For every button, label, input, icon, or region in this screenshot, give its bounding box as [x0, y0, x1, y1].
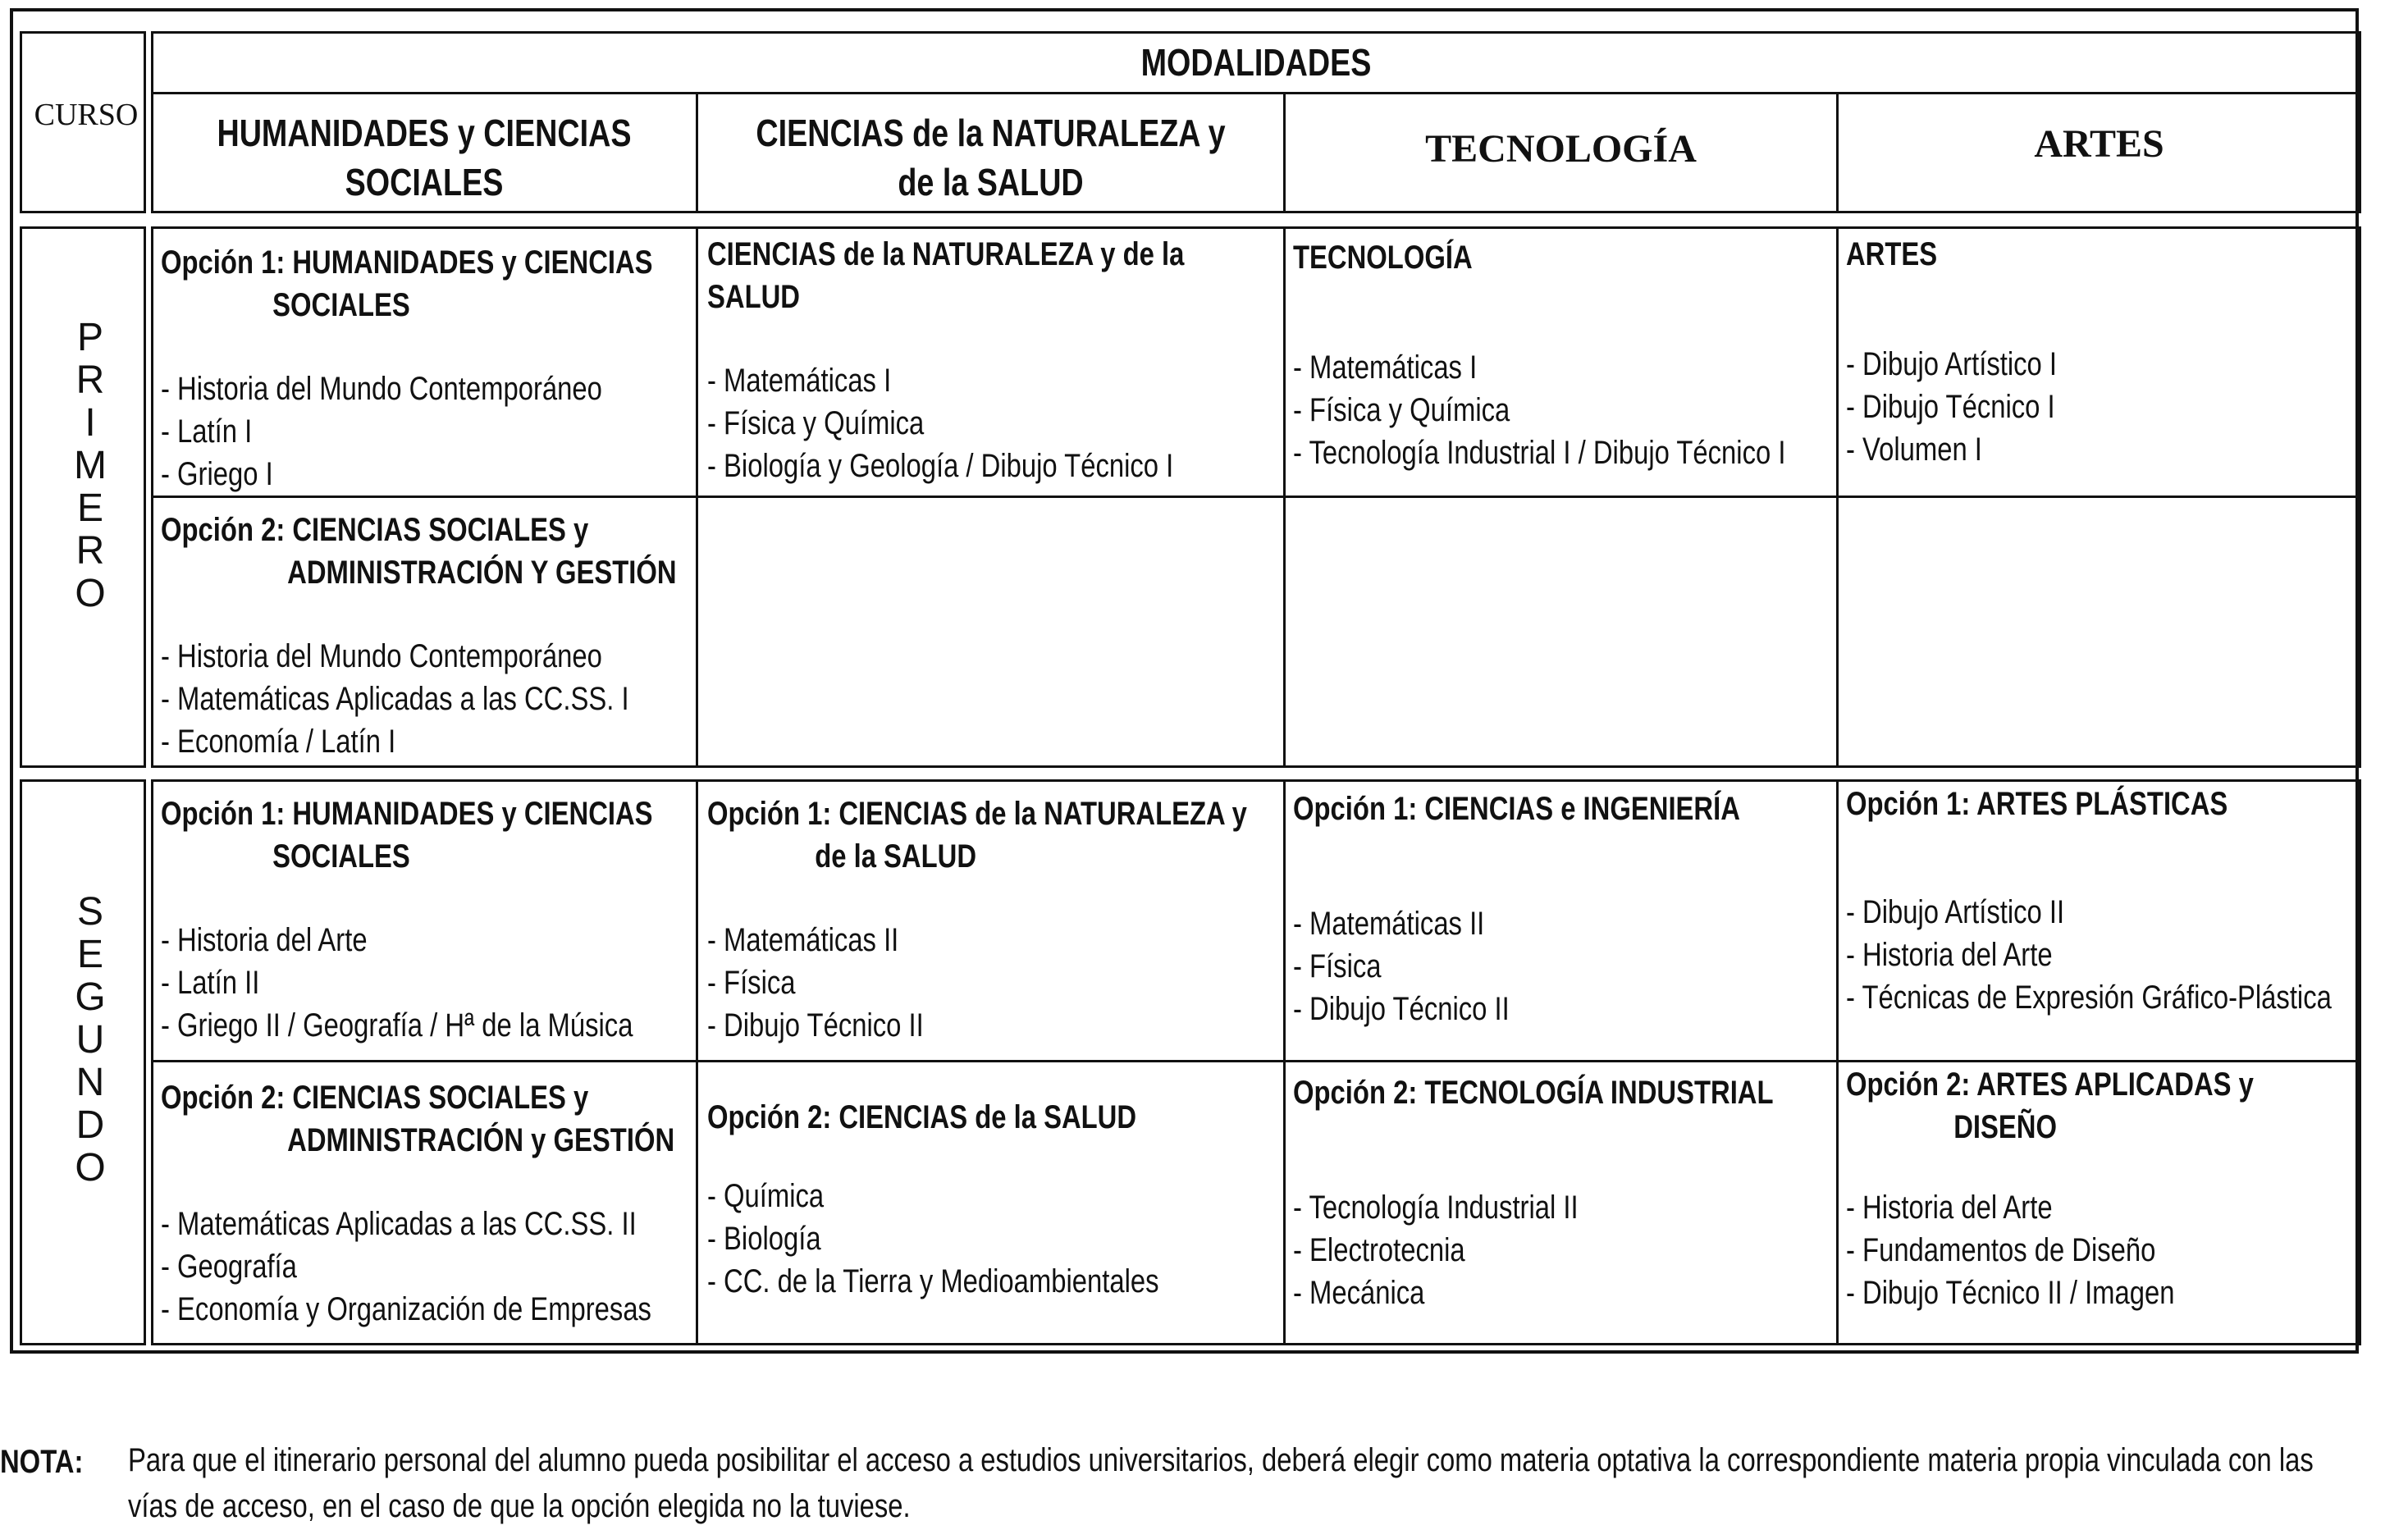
- list-item: - Historia del Mundo Contemporáneo: [161, 638, 602, 674]
- segundo-col-divider-3: [1836, 781, 1839, 1344]
- primero-vertical-label: P R I M E R O: [74, 316, 107, 615]
- list-item: - Dibujo Técnico II: [707, 1007, 924, 1044]
- list-item: - Dibujo Técnico I: [1846, 389, 2055, 425]
- list-item: - Dibujo Técnico II: [1293, 991, 1510, 1027]
- list-item: - Geografía: [161, 1249, 297, 1285]
- primero-artes: ARTES - Dibujo Artístico I - Dibujo Técnico I - Volumen I: [1846, 233, 2057, 471]
- primero-row-divider: [153, 495, 2360, 498]
- list-item: - Dibujo Artístico II: [1846, 894, 2065, 930]
- list-item: - Matemáticas I: [1293, 349, 1478, 386]
- list-item: - Tecnología Industrial II: [1293, 1190, 1579, 1226]
- modalidades-divider: [153, 92, 2360, 94]
- list-item: - Latín I: [161, 413, 253, 450]
- primero-humanidades-opcion2: Opción 2: CIENCIAS SOCIALES y ADMINISTRACIÓN Y GESTIÓN - Historia del Mundo Contemporáneo - Matemáticas Aplicadas a las CC.SS. I - Economía / Latín I: [161, 509, 677, 763]
- list-item: - Matemáticas II: [707, 922, 899, 958]
- list-item: - Historia del Mundo Contemporáneo: [161, 371, 602, 407]
- list-item: - Física y Química: [1293, 392, 1510, 428]
- list-item: - Volumen I: [1846, 432, 1982, 468]
- list-item: - Griego I: [161, 456, 273, 492]
- list-item: - Matemáticas I: [707, 363, 892, 399]
- list-item: - Física y Química: [707, 405, 925, 441]
- segundo-col-divider-2: [1283, 781, 1286, 1344]
- primero-humanidades-opcion1: Opción 1: HUMANIDADES y CIENCIAS SOCIALES - Historia del Mundo Contemporáneo - Latín I - Griego I: [161, 241, 653, 495]
- list-item: - Tecnología Industrial I / Dibujo Técnico I: [1293, 435, 1786, 471]
- list-item: - Historia del Arte: [1846, 937, 2053, 973]
- segundo-ciencias-naturaleza-opcion1: Opción 1: CIENCIAS de la NATURALEZA y de la SALUD - Matemáticas II - Física - Dibujo Técnico II: [707, 792, 1247, 1047]
- list-item: - Técnicas de Expresión Gráfico-Plástica: [1846, 980, 2332, 1016]
- col-header-humanidades: HUMANIDADES y CIENCIAS SOCIALES: [217, 112, 632, 203]
- list-item: - Dibujo Técnico II / Imagen: [1846, 1275, 2175, 1311]
- segundo-artes-opcion2: Opción 2: ARTES APLICADAS y DISEÑO - Historia del Arte - Fundamentos de Diseño - Dibujo Técnico II / Imagen: [1846, 1063, 2254, 1314]
- list-item: - Biología: [707, 1221, 821, 1257]
- list-item: - Economía y Organización de Empresas: [161, 1291, 651, 1327]
- header-col-divider-1: [696, 92, 698, 212]
- segundo-ciencias-naturaleza-opcion2: Opción 2: CIENCIAS de la SALUD - Química - Biología - CC. de la Tierra y Medioambientales: [707, 1096, 1159, 1303]
- modalidades-header: MODALIDADES: [1140, 41, 1372, 84]
- list-item: - Dibujo Artístico I: [1846, 346, 2058, 382]
- col-header-tecnologia: TECNOLOGÍA: [1425, 127, 1697, 171]
- curso-header: CURSO: [34, 98, 139, 132]
- primero-ciencias-naturaleza: CIENCIAS de la NATURALEZA y de la SALUD - Matemáticas I - Física y Química - Biología y Geología / Dibujo Técnico I: [707, 233, 1184, 487]
- list-item: - Biología y Geología / Dibujo Técnico I: [707, 448, 1174, 484]
- list-item: - Matemáticas Aplicadas a las CC.SS. I: [161, 681, 629, 717]
- list-item: - Química: [707, 1178, 825, 1214]
- segundo-humanidades-opcion2: Opción 2: CIENCIAS SOCIALES y ADMINISTRACIÓN y GESTIÓN - Matemáticas Aplicadas a las CC.SS. II - Geografía - Economía y Organización de Empresas: [161, 1076, 674, 1331]
- primero-tecnologia: TECNOLOGÍA - Matemáticas I - Física y Química - Tecnología Industrial I / Dibujo Técnico I: [1293, 236, 1785, 474]
- list-item: - CC. de la Tierra y Medioambientales: [707, 1263, 1159, 1299]
- col-header-artes: ARTES: [2034, 122, 2164, 166]
- list-item: - Historia del Arte: [161, 922, 368, 958]
- note-label: NOTA:: [0, 1444, 84, 1480]
- list-item: - Historia del Arte: [1846, 1190, 2053, 1226]
- list-item: - Mecánica: [1293, 1275, 1425, 1311]
- list-item: - Griego II / Geografía / Hª de la Música: [161, 1007, 633, 1044]
- segundo-artes-opcion1: Opción 1: ARTES PLÁSTICAS - Dibujo Artístico II - Historia del Arte - Técnicas de Expresión Gráfico-Plástica: [1846, 783, 2332, 1019]
- col-header-ciencias-naturaleza: CIENCIAS de la NATURALEZA y de la SALUD: [756, 112, 1226, 203]
- note-text: Para que el itinerario personal del alumno pueda posibilitar el acceso a estudios universitarios, deberá elegir como materia optativa la correspondiente materia propia vinculada con las vías de acceso, en el caso de que la opción elegida no la tuviese.: [128, 1442, 2314, 1524]
- segundo-tecnologia-opcion2: Opción 2: TECNOLOGÍA INDUSTRIAL - Tecnología Industrial II - Electrotecnia - Mecánica: [1293, 1071, 1774, 1314]
- list-item: - Latín II: [161, 965, 260, 1001]
- segundo-humanidades-opcion1: Opción 1: HUMANIDADES y CIENCIAS SOCIALES - Historia del Arte - Latín II - Griego II / Geografía / Hª de la Música: [161, 792, 653, 1047]
- list-item: - Física: [707, 965, 796, 1001]
- list-item: - Física: [1293, 948, 1382, 984]
- segundo-tecnologia-opcion1: Opción 1: CIENCIAS e INGENIERÍA - Matemáticas II - Física - Dibujo Técnico II: [1293, 788, 1740, 1030]
- segundo-col-divider-1: [696, 781, 698, 1344]
- list-item: - Fundamentos de Diseño: [1846, 1232, 2156, 1268]
- segundo-vertical-label: S E G U N D O: [75, 890, 106, 1190]
- list-item: - Matemáticas II: [1293, 906, 1485, 942]
- list-item: - Electrotecnia: [1293, 1232, 1465, 1268]
- segundo-row-divider: [153, 1060, 2360, 1062]
- list-item: - Economía / Latín I: [161, 724, 396, 760]
- list-item: - Matemáticas Aplicadas a las CC.SS. II: [161, 1206, 637, 1242]
